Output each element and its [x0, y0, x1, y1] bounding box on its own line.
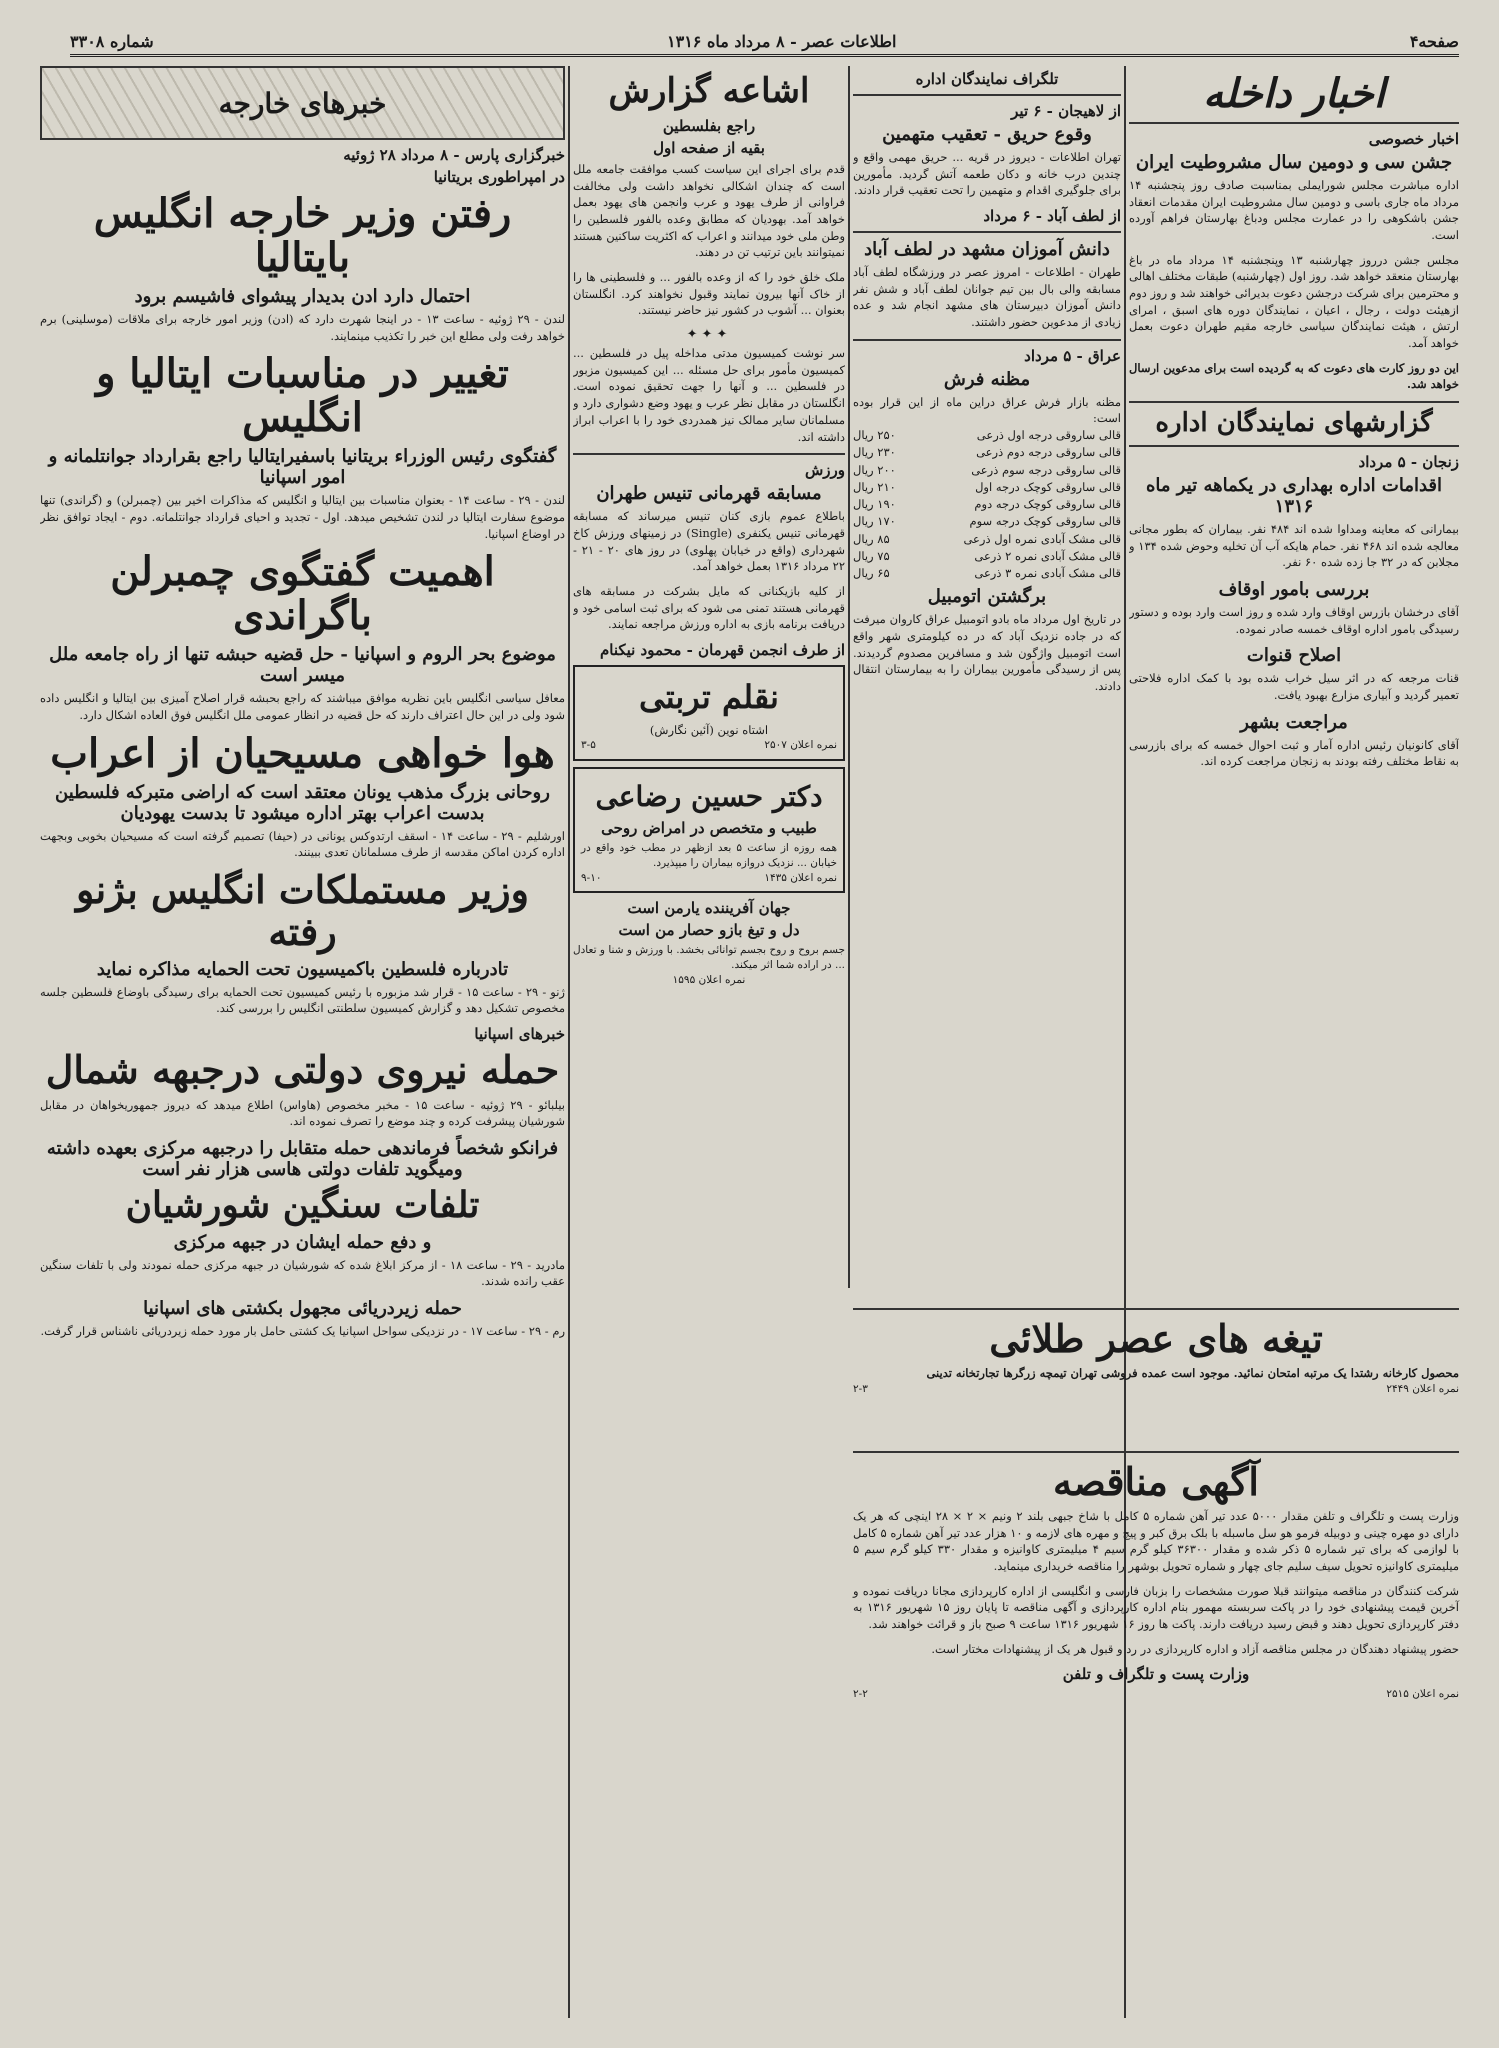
price-value: ۶۵ ریال [853, 566, 890, 581]
dateline: عراق - ۵ مرداد [1024, 346, 1121, 365]
item-body: باطلاع عموم بازی کنان تنیس میرساند که مسابقه قهرمانی تنیس یکنفری (Single) در زمینهای ورزش کاخ شهرداری (واقع در خیابان پهلوی) در روز های ۲۰ - ۲۱ - ۲۲ مرداد ۱۳۱۶ بعمل خواهد آمد. [573, 509, 845, 574]
column-rule [848, 66, 850, 1288]
item-body: سر نوشت کمیسیون مدتی مداخله پیل در فلسطین ... کمیسیون مأمور برای حل مسئله ... این کمیسیون مزبور در فلسطین ... و آنها را جهت تحقیق نموده است. انگلستان در مقابل نظر عرب و یهود وضع دشواری دارد و مسلمانان سایر ممالک نیز همدردی خود را با اعراب ابراز داشته اند. [573, 346, 845, 444]
news-agency-line: خبرگزاری پارس - ۸ مرداد ۲۸ ژوئیه [343, 146, 565, 164]
item-headline: دانش آموزان مشهد در لطف آباد [864, 239, 1110, 261]
price-row [853, 548, 1121, 565]
world-ad-sub: دل و تیغ بازو حصار من است [618, 921, 800, 940]
masthead [70, 28, 1459, 57]
price-value: ۲۱۰ ریال [853, 479, 896, 494]
price-row [853, 531, 1121, 548]
section-title: اشاعه گزارش [608, 71, 810, 111]
subheadline: فرانکو شخصاً فرماندهی حمله متقابل را درجبهه مرکزی بعهده داشته ومیگوید تلفات دولتی هاسی هزار نفر است [46, 1138, 559, 1181]
section-title: اخبار داخله [1203, 70, 1385, 117]
price-row [853, 513, 1121, 530]
dateline: زنجان - ۵ مرداد [1358, 452, 1459, 471]
ad-number: نمره اعلان ۲۵۱۵ [1386, 1688, 1459, 1701]
headline: حمله نیروی دولتی درجبهه شمال [45, 1046, 560, 1092]
ad-number: نمره اعلان ۱۵۹۵ [672, 973, 746, 986]
price-item: قالی ساروقی درجه اول ذرعی [976, 428, 1121, 443]
item-body: بیمارانی که معاینه ومداوا شده اند ۴۸۴ نفر. بیماران که بطور مجانی معالجه شده اند ۴۶۸ نفر. حمام هایکه آب آن تخلیه وحوض شده ۱۳۴ و مجلابن که در ۳۲ جا زده شده ۶۰ نفر. [1129, 521, 1459, 570]
ad-signature: وزارت پست و تلگراف و تلفن [1062, 1665, 1250, 1684]
item-body: مظنه بازار فرش عراق دراین ماه از این قرار بوده است: [853, 394, 1121, 426]
item-body: قنات مرجعه که در اثر سیل خراب شده بود با کمک اداره فلاحتی تعمیر گردید و آبیاری مزارع بهبود یافت. [1129, 671, 1459, 702]
item-headline: مظنه فرش [943, 368, 1031, 390]
item-body: آقای درخشان بازرس اوقاف وارد شده و روز است وارد بوده و دستور رسیدگی بامور اداره اوقاف خمسه صادر نموده. [1129, 604, 1459, 636]
subheadline: احتمال دارد ادن بدیدار پیشوای فاشیسم برود [134, 286, 471, 307]
price-item: قالی ساروقی کوچک درجه اول [975, 479, 1121, 494]
price-value: ۷۵ ریال [853, 548, 890, 563]
headline: رفتن وزیر خارجه انگلیس بایتالیا [93, 190, 512, 281]
subheadline: موضوع بحر الروم و اسپانیا - حل قضیه حبشه تنها از راه جامعه ملل میسر است [49, 644, 556, 687]
continued-label: بقیه از صفحه اول [653, 139, 765, 158]
price-item: قالی ساروقی درجه دوم ذرعی [976, 445, 1121, 460]
doctor-ad [573, 767, 845, 893]
price-row [853, 565, 1121, 582]
price-row [853, 496, 1121, 513]
price-row [853, 479, 1121, 496]
foreign-column [40, 66, 565, 2018]
item-body: تهران اطلاعات - دیروز در قریه ... حریق مهمی واقع و چندین درب خانه و دکان طعمه آتش گردید. مأمورین برای جلوگیری اقدام و متهمین را تحت تعقیب قرار دادند. [853, 150, 1121, 198]
item-headline: مسابقه قهرمانی تنیس طهران [596, 483, 822, 505]
price-value: ۸۵ ریال [853, 531, 890, 546]
masthead-date: اطلاعات عصر - ۸ مرداد ماه ۱۳۱۶ [667, 31, 897, 51]
price-item: قالی ساروقی کوچک درجه دوم [974, 497, 1121, 512]
price-value: ۱۹۰ ریال [853, 497, 896, 512]
ad-count: ۳-۵ [581, 739, 596, 752]
world-ad-head: جهان آفریننده یارمن است [627, 899, 791, 918]
item-headline: مراجعت بشهر [1240, 711, 1348, 733]
ad-number: نمره اعلان ۲۵۰۷ [764, 739, 837, 752]
headline: تغییر در مناسبات ایتالیا و انگلیس [96, 350, 509, 442]
item-headline: وقوع حریق - تعقیب متهمین [882, 124, 1092, 145]
signature: از طرف انجمن قهرمان - محمود نیکنام [599, 640, 845, 659]
headline: اهمیت گفتگوی چمبرلن باگراندی [110, 548, 495, 640]
ad-body: حضور پیشنهاد دهندگان در مجلس مناقصه آزاد و اداره کارپردازی در رد و قبول هر یک از پیشنهادات مختار است. [931, 1641, 1459, 1656]
headline: وزیر مستملکات انگلیس بژنو رفته [76, 867, 529, 954]
dateline: از لطف آباد - ۶ مرداد [983, 207, 1121, 226]
item-body: طهران - اطلاعات - امروز عصر در ورزشگاه لطف آباد مسابقه والی بال بین تیم جوانان لطف آباد و شش نفر دانش آموزان دبیرستان های مشهد انجام شد و عده زیادی از مدعوین حضور داشتند. [853, 265, 1121, 330]
region-label: خبرهای اسپانیا [474, 1024, 565, 1043]
ad-count: ۲-۳ [853, 1382, 868, 1395]
doctor-name: دکتر حسین رضاعی [595, 780, 823, 814]
item-headline: اصلاح قنوات [1246, 645, 1342, 667]
item-body: اداره مباشرت مجلس شورایملی بمناسبت صادف روز پنجشنبه ۱۴ مرداد ماه جاری باسی و دومین سال مشروطیت ایران مقدمات انعقاد جشن باشکوهی را در عمارت مجلس ودباغ بهارستان فراهم آورده است. [1129, 178, 1459, 243]
headline: هوا خواهی مسیحیان از اعراب [50, 729, 555, 777]
price-item: قالی مشک آبادی نمره اول ذرعی [963, 531, 1121, 546]
page-number: صفحه۴ [1409, 31, 1459, 51]
domestic-column [1129, 66, 1459, 1288]
price-row [853, 427, 1121, 444]
item-body: اورشلیم - ۲۹ - ساعت ۱۴ - اسقف ارتدوکس یونانی در (حیفا) تصمیم گرفته است که مسیحیان بخوبی وبجهت اداره کردن اماکن مقدسه از طرف مسلمانان تعدی ببینند. [40, 828, 565, 860]
ad-count: ۹-۱۰ [581, 871, 602, 884]
report-column [573, 66, 845, 2018]
price-item: قالی ساروقی درجه سوم ذرعی [971, 462, 1121, 477]
world-ad-body: جسم بروح و روح بجسم توانائی بخشد. با ورزش و شنا و تعادل ... در اراده شما اثر میکند. [573, 944, 845, 971]
section-title: تلگراف نمایندگان اداره [915, 70, 1059, 88]
ad-title: نقلم تربتی [639, 677, 779, 716]
ad-title: آگهی مناقصه [1053, 1459, 1259, 1504]
price-value: ۱۷۰ ریال [853, 514, 896, 529]
item-body: معافل سیاسی انگلیس باین نظریه موافق میباشند که راجع بحبشه قرار اصلاح آمیزی بین ایتالیا و انگلیس داده شود ولی در این حال اعتراف دارند که حل قضیه در انظار عمومی ملل انگلیس فوق العاده اشکال دارد. [40, 691, 565, 723]
doctor-specialty: طبیب و متخصص در امراض روحی [601, 819, 817, 838]
tender-ad [853, 1445, 1459, 2025]
dateline: از لاهیجان - ۶ تیر [1011, 102, 1121, 120]
ad-title: تیغه های عصر طلائی [989, 1316, 1323, 1361]
column-rule [568, 66, 570, 2018]
ad-box [573, 665, 845, 761]
reports-label: گزارشهای نمایندگان اداره [1155, 408, 1433, 439]
ad-number: نمره اعلان ۲۴۴۹ [1386, 1382, 1459, 1395]
item-body: لندن - ۲۹ ژوئیه - ساعت ۱۳ - در اینجا شهرت دارد که (ادن) وزیر امور خارجه برای ملاقات (موسلینی) برم خواهد رفت ولی مطلع این خبر را تکذیب مینمایند. [40, 312, 565, 343]
item-body: مجلس جشن درروز چهارشنبه ۱۳ وپنجشنبه ۱۴ مرداد ماه در باغ بهارستان منعقد خواهد شد. روز اول (چهارشنبه) طبقات مختلف اهالی و محترمین برای شرکت درجشن دعوت بدیرائی خواهند شد و روز دوم ازهیئت دولت ، رجال ، اعیان ، نمایندگان دوره های اسبق ، امرای ارتش ، هیئت نمایندگان سیاسی خارجه مقیم طهران دعوت بعمل خواهد آمد. [1129, 252, 1459, 351]
item-body: بیلبائو - ۲۹ ژوئیه - ساعت ۱۵ - مخبر مخصوص (هاواس) اطلاع میدهد که دیروز جمهوریخواهان در مقابل شورشیان پیشرفت کرده و چند موضع را تصرف نموده اند. [40, 1097, 565, 1129]
item-body: ملک خلق خود را که از وعده بالفور ... و فلسطینی ها را از خاک آنها بیرون نمایند وقبول نخواهند کرد. انگلستان بعنوان ... آشوب در کشور نیز حاضر نیستند. [573, 270, 845, 318]
item-body: آقای کانونیان رئیس اداره آمار و ثبت احوال خمسه که برای بازرسی به نقاط مختلف رفته بودند به زنجان مراجعت کرده اند. [1129, 737, 1459, 769]
ad-body: محصول کارخانه رشتدا یک مرتبه امتحان نمائید. موجود است عمده فروشی تهران تیمچه زرگرها تجارتخانه تدینی [926, 1366, 1459, 1380]
divider-stars: ✦✦✦ [686, 327, 732, 343]
doctor-body: همه روزه از ساعت ۵ بعد ازظهر در مطب خود واقع در خیابان ... نزدیک دروازه بیماران را میپذیرد. [581, 842, 837, 869]
item-body: ژنو - ۲۹ - ساعت ۱۵ - قرار شد مزبوره با رئیس کمیسیون تحت الحمایه برای رسیدگی باوضاع فلسطین جلسه مخصوص تشکیل دهد و گزارش کمیسیون سلطنتی انگلیس را بررسی کند. [40, 984, 565, 1016]
price-item: قالی مشک آبادی نمره ۲ ذرعی [974, 548, 1121, 563]
telegram-column [853, 66, 1121, 1288]
sports-label: ورزش [804, 461, 845, 480]
blade-ad [853, 1302, 1459, 1422]
item-body: مادرید - ۲۹ - ساعت ۱۸ - از مرکز ابلاغ شده که شورشیان در جبهه مرکزی حمله نمودند ولی با تلفات سنگین عقب رانده شدند. [40, 1257, 565, 1289]
price-value: ۲۳۰ ریال [853, 445, 896, 460]
price-row [853, 462, 1121, 479]
issue-number: شماره ۳۳۰۸ [70, 31, 154, 51]
subheadline: و دفع حمله ایشان در جبهه مرکزی [173, 1231, 432, 1253]
price-item: قالی ساروقی کوچک درجه سوم [969, 514, 1121, 529]
price-item: قالی مشک آبادی نمره ۳ ذرعی [974, 566, 1121, 581]
item-body: قدم برای اجرای این سیاست کسب موافقت جامعه ملل است که چندان اشکالی نخواهد داشت ولی مخالفت فراوانی از طرف یهود و عرب وانجمن های یهود بعمل خواهد آمد. بهودیان که مطابق وعده بالفور فلسطین را وطن ملی خود میدانند و اعراب که اکثریت ساکنین هستند نمیتوانند باین ترتیب تن در دهند. [573, 162, 845, 260]
ad-count: ۲-۲ [853, 1688, 868, 1701]
region-label: در امپراطوری بریتانیا [433, 168, 565, 186]
ad-body: شرکت کنندگان در مناقصه میتوانند قبلا صورت مشخصات را بزبان فارسی و انگلیسی از اداره کارپردازی مجانا دریافت نموده و آخرین قیمت پیشنهادی خود را در پاکت سربسته مهمور بنام اداره کارپردازی و آگهی مناقصه تا پایان روز ۱۵ شهریور ۱۳۱۶ به دفتر کارپردازی تحویل دهند و قبض رسید دریافت دارند. پاکت ها روز ۱۶ شهریور ۱۳۱۶ ساعت ۹ صبح باز و قرائت خواهند شد. [853, 1583, 1459, 1632]
item-headline: جشن سی و دومین سال مشروطیت ایران [1135, 152, 1453, 173]
notice: این دو روز کارت های دعوت که به گردیده است برای مدعوین ارسال خواهد شد. [1129, 360, 1459, 392]
foreign-banner: خبرهای خارجه [40, 66, 565, 140]
price-row [853, 444, 1121, 461]
ad-body: اشتاه نوین (آئین نگارش) [649, 722, 769, 737]
headline: تلفات سنگین شورشیان [125, 1184, 480, 1227]
subheadline: حمله زیردریائی مجهول بکشتی های اسپانیا [143, 1298, 462, 1320]
subheadline: گفتگوی رئیس الوزراء بریتانیا باسفیرایتالیا راجع بقرارداد جوانتلمانه و امور اسپانیا [48, 446, 557, 489]
price-value: ۲۵۰ ریال [853, 428, 896, 443]
subheadline: تادرباره فلسطین باکمیسیون تحت الحمایه مذاکره نماید [96, 958, 509, 980]
item-headline: بررسی بامور اوقاف [1218, 578, 1370, 600]
ad-body: وزارت پست و تلگراف و تلفن مقدار ۵۰۰۰ عدد تیر آهن شماره ۵ کامل با شاخ جبهی بلند ۲ ونیم × ۲ × ۲۸ اینچی که هر یک دارای دو مهره چینی و دوبیله فرمو هو سل ماسبله با بلک برق کبر و پیچ و مهره های لازمه و ۱۰ هزار عدد تیر آهن شماره ۵ کامل با لوازمی که برای تیر شماره ۵ ذکر شده و مقدار ۳۶۳۰۰ کیلو گرم سیم ۴ میلیمتری کاوانیزه و مقدار ۳۳۰ کیلو گرم سیم ۵ میلیمتری کاوانیزه تحویل سیف سلیم جای چهار و شماره تحویل بوشهر را مناقصه خریداری مینماید. [853, 1509, 1460, 1574]
subheadline: روحانی بزرگ مذهب یونان معتقد است که اراضی متبرکه فلسطین بدست اعراب بهتر اداره میشود تا بدست یهودیان [55, 781, 550, 824]
ad-number: نمره اعلان ۱۴۳۵ [764, 871, 837, 884]
item-headline: اقدامات اداره بهداری در یکماهه تیر ماه ۱۳۱۶ [1145, 474, 1443, 517]
item-body: رم - ۲۹ - ساعت ۱۷ - در نزدیکی سواحل اسپانیا یک کشتی حامل بار مورد حمله زیردریائی ناشناس قرار گرفت. [40, 1324, 565, 1339]
item-headline: برگشتن اتومبیل [927, 586, 1047, 608]
carpet-price-list [853, 427, 1121, 582]
section-subtitle: راجع بفلسطین [662, 117, 756, 136]
item-body: لندن - ۲۹ - ساعت ۱۴ - بعنوان مناسبات بین ایتالیا و انگلیس که مذاکرات اخیر بین (چمبرلن) و (گراندی) تنها موضوع سفارت ایتالیا در لندن تشخیص میدهد. اول - تجدید و احیای قرارداد جوانتلمانه. دوم - ایجاد توافق نظر در اوضاع اسپانیا. [40, 493, 565, 541]
private-label: اخبار خصوصی [1368, 130, 1459, 148]
item-body: از کلیه بازیکنانی که مایل بشرکت در مسابقه های قهرمانی هستند تمنی می شود که برای ثبت اسامی خود و دریافت برنامه بازی به اداره ورزش مراجعه نمایند. [573, 583, 845, 632]
price-value: ۲۰۰ ریال [853, 462, 896, 477]
item-body: در تاریخ اول مرداد ماه بادو اتومبیل عراق کاروان میرفت که در جاده نزدیک آباد که در ده کیلومتری شهر واقع است اتومبیل واژگون شد و مسافرین مصدوم گردیدند. پس از رسیدگی مأمورین بیماران را به بیمارستان انتقال دادند. [853, 612, 1121, 693]
